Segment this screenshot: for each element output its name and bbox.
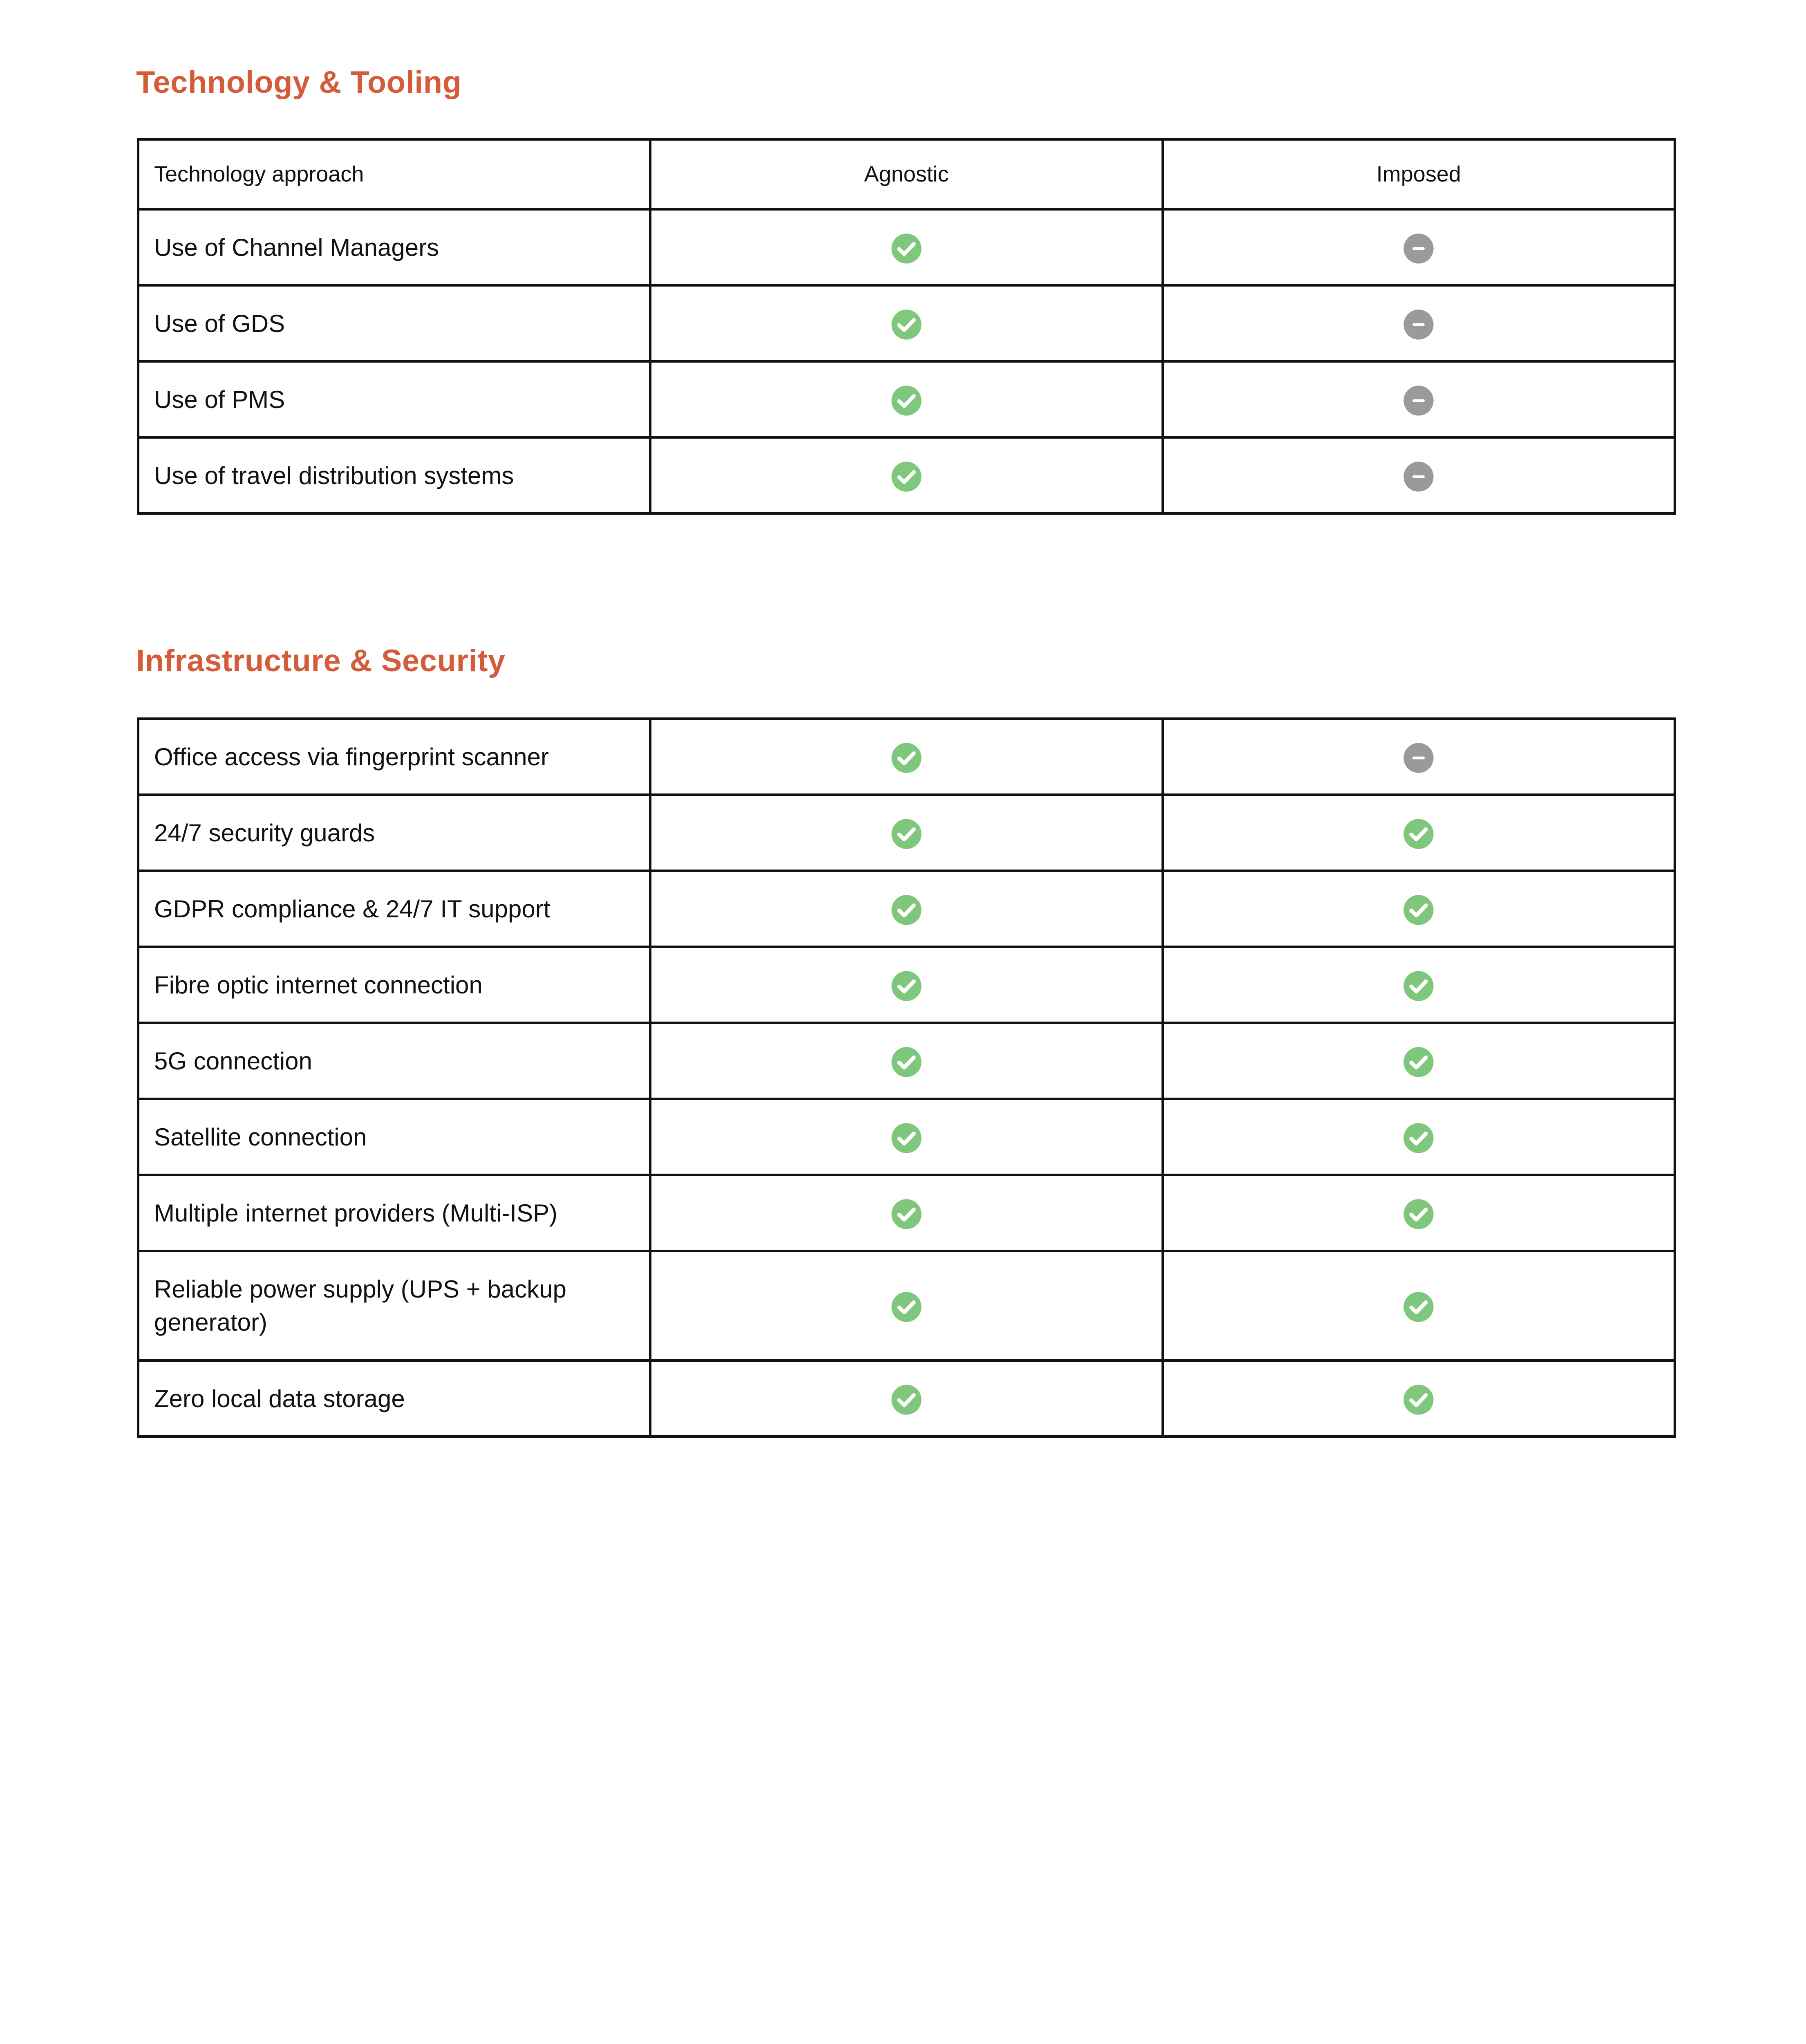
- agnostic-cell: [650, 1023, 1162, 1099]
- check-circle-icon: [890, 308, 923, 341]
- header-imposed: Imposed: [1163, 139, 1675, 209]
- table-row: [138, 947, 1675, 1023]
- table-row: [138, 209, 1675, 285]
- minus-circle-icon: [1402, 460, 1435, 493]
- imposed-cell: [1163, 1023, 1675, 1099]
- agnostic-cell: [650, 1099, 1162, 1175]
- check-circle-icon: [1402, 894, 1435, 926]
- minus-circle-icon: [1402, 232, 1435, 265]
- agnostic-cell: [650, 209, 1162, 285]
- table-row: [138, 361, 1675, 437]
- row-label: Use of Channel Managers: [138, 209, 650, 285]
- imposed-cell: [1163, 1360, 1675, 1437]
- agnostic-cell: [650, 1360, 1162, 1437]
- check-circle-icon: [890, 894, 923, 926]
- imposed-cell: [1163, 209, 1675, 285]
- table-row: [138, 719, 1675, 795]
- imposed-cell: [1163, 285, 1675, 361]
- check-circle-icon: [1402, 818, 1435, 850]
- check-circle-icon: [1402, 1198, 1435, 1230]
- table-row: [138, 1360, 1675, 1437]
- check-circle-icon: [890, 818, 923, 850]
- agnostic-cell: [650, 437, 1162, 513]
- table-row: [138, 871, 1675, 947]
- check-circle-icon: [890, 460, 923, 493]
- row-label: Zero local data storage: [138, 1360, 650, 1437]
- technology-tooling-table: [137, 138, 1676, 515]
- row-label: Reliable power supply (UPS + backup generator): [138, 1251, 650, 1360]
- imposed-cell: [1163, 795, 1675, 871]
- row-label: 24/7 security guards: [138, 795, 650, 871]
- check-circle-icon: [890, 384, 923, 417]
- check-circle-icon: [890, 742, 923, 774]
- check-circle-icon: [1402, 970, 1435, 1002]
- minus-circle-icon: [1402, 742, 1435, 774]
- imposed-cell: [1163, 719, 1675, 795]
- table-row: [138, 285, 1675, 361]
- row-label: Office access via fingerprint scanner: [138, 719, 650, 795]
- section-title-infrastructure-security: Infrastructure & Security: [136, 643, 506, 678]
- check-circle-icon: [890, 970, 923, 1002]
- agnostic-cell: [650, 871, 1162, 947]
- agnostic-cell: [650, 947, 1162, 1023]
- table-row: [138, 1175, 1675, 1251]
- infrastructure-security-table: [137, 717, 1676, 1438]
- row-label: Use of PMS: [138, 361, 650, 437]
- agnostic-cell: [650, 719, 1162, 795]
- table-row: [138, 1251, 1675, 1360]
- agnostic-cell: [650, 285, 1162, 361]
- header-technology-approach: Technology approach: [138, 139, 650, 209]
- imposed-cell: [1163, 437, 1675, 513]
- row-label: GDPR compliance & 24/7 IT support: [138, 871, 650, 947]
- agnostic-cell: [650, 1251, 1162, 1360]
- row-label: 5G connection: [138, 1023, 650, 1099]
- check-circle-icon: [1402, 1291, 1435, 1323]
- check-circle-icon: [890, 1046, 923, 1078]
- check-circle-icon: [1402, 1122, 1435, 1154]
- table-row: [138, 1099, 1675, 1175]
- header-agnostic: Agnostic: [650, 139, 1162, 209]
- row-label: Fibre optic internet connection: [138, 947, 650, 1023]
- minus-circle-icon: [1402, 308, 1435, 341]
- table-row: [138, 795, 1675, 871]
- table-header-row: [138, 139, 1675, 209]
- row-label: Satellite connection: [138, 1099, 650, 1175]
- imposed-cell: [1163, 1175, 1675, 1251]
- check-circle-icon: [890, 1383, 923, 1416]
- check-circle-icon: [890, 1291, 923, 1323]
- check-circle-icon: [890, 232, 923, 265]
- imposed-cell: [1163, 947, 1675, 1023]
- section-title-technology-tooling: Technology & Tooling: [136, 65, 462, 100]
- imposed-cell: [1163, 1251, 1675, 1360]
- check-circle-icon: [1402, 1046, 1435, 1078]
- row-label: Use of travel distribution systems: [138, 437, 650, 513]
- imposed-cell: [1163, 361, 1675, 437]
- minus-circle-icon: [1402, 384, 1435, 417]
- check-circle-icon: [890, 1198, 923, 1230]
- row-label: Multiple internet providers (Multi-ISP): [138, 1175, 650, 1251]
- imposed-cell: [1163, 1099, 1675, 1175]
- agnostic-cell: [650, 361, 1162, 437]
- agnostic-cell: [650, 795, 1162, 871]
- check-circle-icon: [1402, 1383, 1435, 1416]
- table-row: [138, 437, 1675, 513]
- check-circle-icon: [890, 1122, 923, 1154]
- table-row: [138, 1023, 1675, 1099]
- imposed-cell: [1163, 871, 1675, 947]
- row-label: Use of GDS: [138, 285, 650, 361]
- agnostic-cell: [650, 1175, 1162, 1251]
